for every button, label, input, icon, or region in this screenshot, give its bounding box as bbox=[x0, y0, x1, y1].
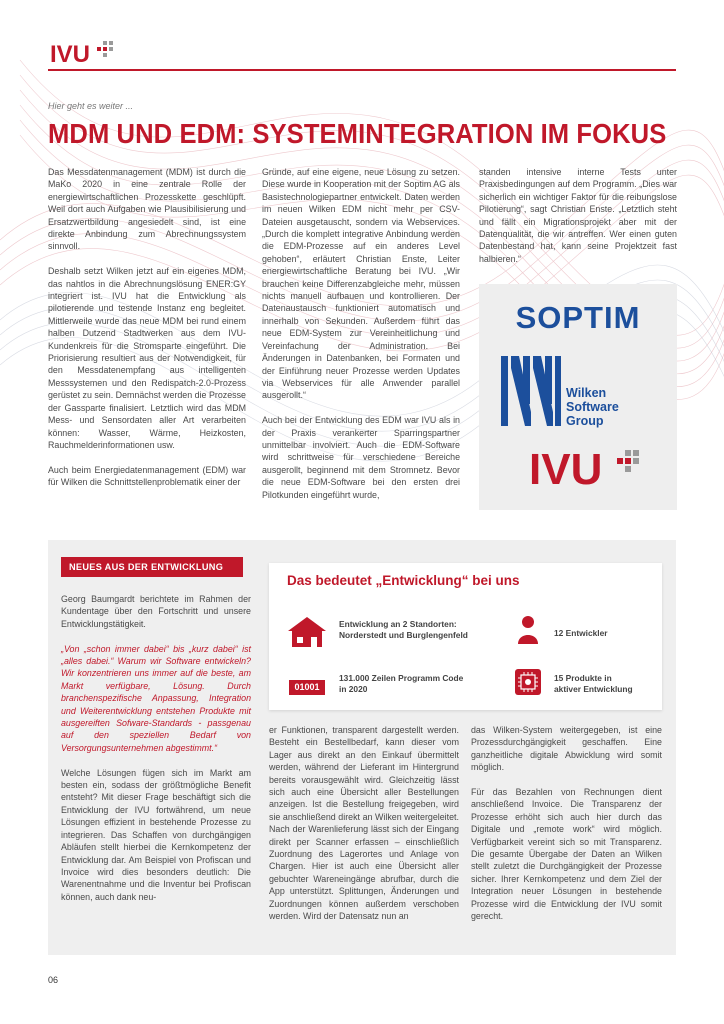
fact-products bbox=[554, 673, 654, 695]
fact-sites bbox=[339, 619, 529, 641]
ivu-partner-logo: IVU bbox=[529, 445, 603, 494]
header-rule bbox=[48, 69, 676, 71]
binary-code-icon: 01001 bbox=[289, 680, 325, 695]
paragraph: das Wilken-System weitergegeben, ist eine Prozessdurchgängigkeit geschaffen. Eine ganzheitliche digitale Abwicklung wird somit möglich. bbox=[471, 725, 662, 773]
paragraph: Gründe, auf eine eigene, neue Lösung zu setzen. Diese wurde in Kooperation mit der Soptim AG als Basistechnologiepartner entwickelt. Daten werden im neuen Wilken EDM nicht mehr per CSV-Dateien ausgetauscht, sondern via Webservices. „Durch die komplett integrative Anbindung werden die EDM-Prozesse auf ein anderes Level gehoben“, erläutert Christian Enste, Leiter energiewirtschaftliche Beratung bei IVU. „Wir brauchen keine Differenzabgleiche mehr, müssen nichts manuell aufbauen und kontrollieren. Der Datenaustausch funktioniert automatisch und innerhalb von Sekunden. Außerdem führt das neue EDM-System zur Vereinheitlichung und Vereinfachung der Administration. Bei Änderungen in Datenbanken, bei Formaten und der Einführung neuer Prozesse werden Updates via Webservices für alle Anwender parallel ausgerollt.“ bbox=[262, 167, 460, 401]
fact-sites-line1: Entwicklung an 2 Standorten: bbox=[339, 619, 457, 629]
paragraph: er Funktionen, transparent dargestellt werden. Besteht ein Bestellbedarf, kann dieser vom Lager aus direkt an den Einkauf übermittelt werden, während der Lieferant im Hintergrund bereits vorausgewählt wird. Gleichzeitig lässt sich auch eine Übersicht aller Bestellungen anzeigen. Ist die Bestellung freigegeben, wird sie anschließend direkt an Wilken weitergeleitet. Nach der Warenlieferung lässt sich der Eingang direkt per Scanner erfassen – einschließlich Zuordnung des Lagerortes und Anlage von Chargen. Hier ist auch eine Übersicht aller gebuchter Wareneingänge abrufbar, durch die App unterstützt. Splittungen, Änderungen und Zuordnungen können außerdem verschoben werden. Wird der Datensatz nun an bbox=[269, 725, 459, 922]
quote-text: „Von „schon immer dabei“ bis „kurz dabei“ ist „alles dabei.“ Warum wir Software entwickeln? Wir konzentrieren uns immer auf die beste, am Markt verfügbare, Lösung. Durch branchenspezifische Anpassung, Integration und Weiterentwicklung entstehen Produkte mit ausgereiften Sofware-Standards - passgenau auf den speziellen Bedarf von Versorgungsunternehmen abgestimmt.“ bbox=[61, 643, 251, 753]
wilken-logo-line3: Group bbox=[566, 414, 604, 428]
fact-code-line1: 131.000 Zeilen Programm Code bbox=[339, 673, 464, 683]
article-column-2 bbox=[262, 166, 460, 513]
article-column-3 bbox=[479, 166, 677, 278]
fact-code-lines bbox=[339, 673, 509, 695]
paragraph: Auch beim Energiedatenmanagement (EDM) war für Wilken die Schnittstellenproblematik einer der bbox=[48, 464, 246, 488]
ivu-logo-text: IVU bbox=[50, 41, 91, 66]
ivu-logo bbox=[50, 38, 120, 66]
article-title: MDM UND EDM: SYSTEMINTEGRATION IM FOKUS bbox=[48, 118, 667, 149]
partner-logos bbox=[479, 284, 677, 510]
partner-logos-panel bbox=[479, 284, 677, 510]
fact-products-line1: 15 Produkte in bbox=[554, 673, 612, 683]
wilken-logo-mark bbox=[501, 356, 561, 426]
fact-products-line2: aktiver Entwicklung bbox=[554, 684, 633, 694]
person-icon bbox=[517, 615, 539, 645]
news-column bbox=[61, 593, 251, 916]
article-column-1 bbox=[48, 166, 246, 501]
paragraph: Deshalb setzt Wilken jetzt auf ein eigenes MDM, das nahtlos in die Abrechnungslösung ENER:GY integriert ist. IVU hat die Entwicklung als pilotierende und testende Instanz eng begleitet. Mittlerweile wurde das neue MDM bei rund einem halben Dutzend Stadtwerken aus dem IVU-Kundenkreis für die Stromsparte eingeführt. Die Priorisierung resultiert aus der Notwendigkeit, für den Messdatenempfang aus intelligenten Messsystemen und den Redispatch-2.0-Prozess gerüstet zu sein. Demnächst werden die Prozesse der Gassparte finalisiert. Letztlich wird das MDM Mess- und Sensordaten aller Art verarbeiten können: Wasser, Wärme, Heizkosten, Rauchmelderinformationen usw. bbox=[48, 266, 246, 450]
facts-card bbox=[269, 563, 662, 710]
soptim-logo: SOPTIM bbox=[515, 300, 641, 335]
fact-developers: 12 Entwickler bbox=[554, 628, 608, 638]
paragraph: Das Messdatenmanagement (MDM) ist durch die MaKo 2020 in eine zentrale Rolle der energiewirtschaftlichen Prozesskette geschlüpft. Weil dort auch Aufgaben wie Plausibilisierung und Ersatzwertbildung angesiedelt sind, ist eine direkte Anbindung zum Abrechnungssystem sinnvoll. bbox=[48, 167, 246, 252]
page-number: 06 bbox=[48, 975, 59, 985]
intro-text: Georg Baumgardt berichtete im Rahmen der Kundentage über den Fortschritt und unsere Entwicklungstätigkeit. bbox=[61, 594, 251, 629]
paragraph: Welche Lösungen fügen sich im Markt am besten ein, sodass der größtmögliche Benefit entsteht? Mit dieser Frage beschäftigt sich die Entwicklung der IVU fortwährend, um neue Lösungen effizient in bestehende Prozesse zu integrieren. Das Schaffen von durchgängigen Abläufen stellt hierbei die Kernkompetenz der Entwicklung dar. Am Beispiel von Profiscan und Invoice wird dies besonders deutlich: Die Warenentnahme und die Inventur bei Profiscan können, auch dank neu- bbox=[61, 767, 251, 902]
fact-code-line2: in 2020 bbox=[339, 684, 368, 694]
kicker: Hier geht es weiter ... bbox=[48, 101, 134, 111]
fact-sites-line2: Norderstedt und Burglengenfeld bbox=[339, 630, 468, 640]
facts-title: Das bedeutet „Entwicklung“ bei uns bbox=[287, 573, 520, 588]
chip-icon bbox=[514, 668, 542, 696]
wilken-logo-line1: Wilken bbox=[566, 386, 607, 400]
house-icon bbox=[287, 615, 327, 649]
paragraph: Auch bei der Entwicklung des EDM war IVU als in der Praxis verankerter Sparringspartner unmittelbar involviert. Auch die EDM-Software wird schrittweise für verschiedene Bereiche ausgerollt, beginnend mit dem Stromnetz. Bevor die neue EDM-Software bei den ersten drei Pilotkunden eingeführt wurde, bbox=[262, 415, 460, 500]
box-column-2 bbox=[269, 724, 459, 935]
news-heading: NEUES AUS DER ENTWICKLUNG bbox=[61, 557, 243, 577]
box-column-3 bbox=[471, 724, 662, 935]
wilken-logo-line2: Software bbox=[566, 400, 619, 414]
paragraph: Für das Bezahlen von Rechnungen dient anschließend Invoice. Die Transparenz der Prozesse erhöht sich auch hier durch das Digitale und „remote work“ wird möglich. Verfügbarkeit vereint sich so mit Transparenz. Die gesamte Übergabe der Daten an Wilken stellt zuletzt die Durchgängigkeit der Prozesse sicher. Ihrer Kernkompetenz und dem Ziel der Integration neuer Lösungen in bestehende Prozesse wird die Entwicklung der IVU somit gerecht. bbox=[471, 787, 662, 922]
paragraph: standen intensive interne Tests unter Praxisbedingungen auf dem Programm. „Dies war sicherlich ein wichtiger Faktor für die reibungslose Pilotierung“, sagt Christian Enste. „Letztlich steht und fällt ein Migrationsprojekt aber mit der Datenqualität, die wir antreffen. Wer einen guten Datenbestand hat, kann seine Projektzeit fast halbieren.“ bbox=[479, 167, 677, 264]
